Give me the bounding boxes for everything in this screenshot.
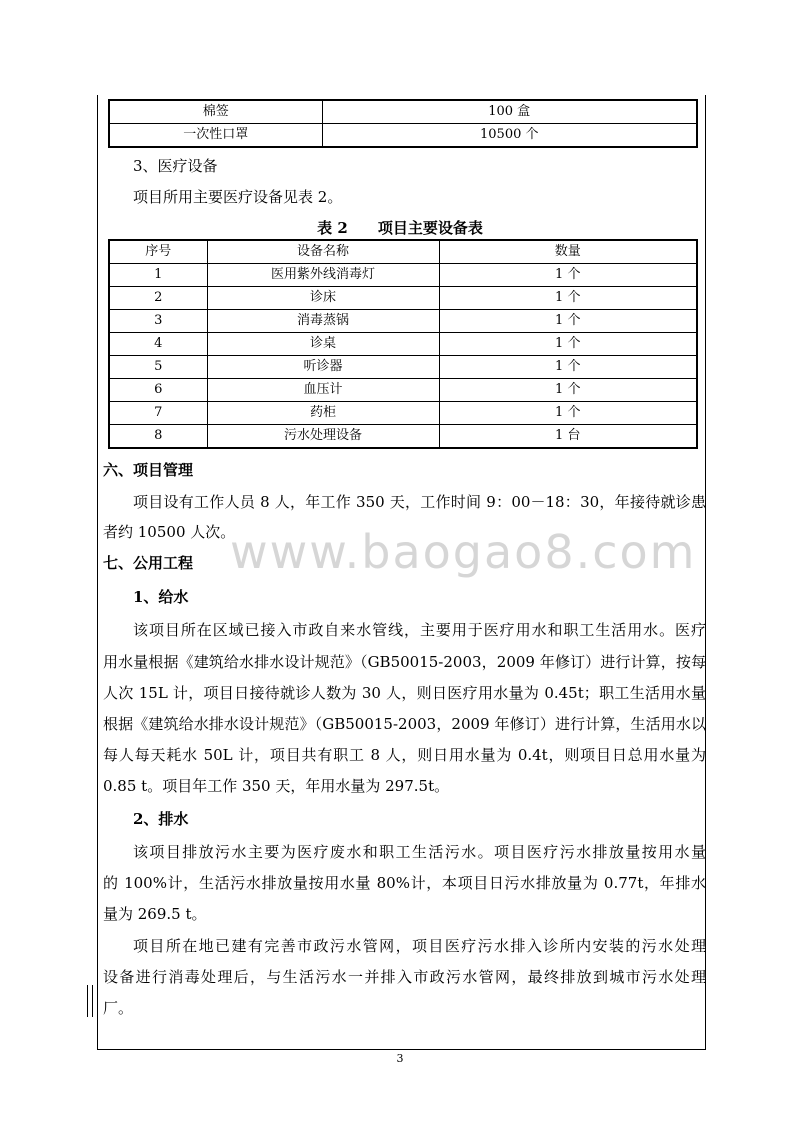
table-cell: 诊桌 [207,333,439,356]
paragraph-line: 项目所在地已建有完善市政污水管网，项目医疗污水排入诊所内安装的污水处理 [133,937,706,955]
page-number: 3 [396,1052,404,1065]
table-row [109,425,697,449]
table-cell: 10500 个 [322,124,697,148]
table-cell: 1 个 [439,287,697,310]
table-cell: 1 个 [439,402,697,425]
watermark-text: www.baogao8.com [230,525,697,579]
table-cell: 听诊器 [207,356,439,379]
table-cell: 医用紫外线消毒灯 [207,264,439,287]
paragraph-line: 人次 15L 计，项目日接待就诊人数为 30 人，则日医疗用水量为 0.45t；职工生活用水量 [103,684,706,702]
table-cell: 消毒蒸锅 [207,310,439,333]
table-cell: 1 个 [439,356,697,379]
table-header-row [109,240,697,264]
table-row [109,333,697,356]
table-cell: 1 个 [439,310,697,333]
section-heading-medical-equipment: 3、医疗设备 [133,157,218,175]
section-heading-utilities: 七、公用工程 [103,554,194,572]
paragraph-line: 该项目排放污水主要为医疗废水和职工生活污水。项目医疗污水排放量按用水量 [133,843,706,861]
table-cell: 1 个 [439,379,697,402]
paragraph-line: 的 100%计，生活污水排放量按用水量 80%计，本项目日污水排放量为 0.77t，年排水 [103,874,706,892]
table-cell: 1 台 [439,425,697,449]
equipment-intro-text: 项目所用主要医疗设备见表 2。 [133,188,343,206]
column-header: 数量 [439,240,697,264]
subheading-water-supply: 1、给水 [133,588,189,606]
paragraph-line: 根据《建筑给水排水设计规范》（GB50015-2003，2009 年修订）进行计算，生活用水以 [103,715,706,733]
table-row [109,402,697,425]
revision-bar [87,985,88,1017]
table-row [109,124,697,148]
table-cell: 药柜 [207,402,439,425]
column-header: 序号 [109,240,207,264]
paragraph-line: 厂。 [103,999,134,1017]
table-row [109,310,697,333]
table-row [109,287,697,310]
table-cell: 5 [109,356,207,379]
table-cell: 血压计 [207,379,439,402]
paragraph-line: 量为 269.5 t。 [103,905,207,923]
paragraph-line: 每人每天耗水 50L 计，项目共有职工 8 人，则日用水量为 0.4t，则项目日总用水量为 [103,746,706,764]
paragraph-line: 用水量根据《建筑给水排水设计规范》（GB50015-2003，2009 年修订）进行计算，按每 [103,653,706,671]
table-row [109,356,697,379]
table-cell: 棉签 [109,100,322,124]
materials-table [108,99,698,148]
subheading-drainage: 2、排水 [133,810,189,828]
paragraph-line: 者约 10500 人次。 [103,523,236,541]
table-cell: 诊床 [207,287,439,310]
table-row [109,379,697,402]
table-cell: 100 盒 [322,100,697,124]
table-cell: 7 [109,402,207,425]
table-cell: 2 [109,287,207,310]
paragraph-line: 设备进行消毒处理后，与生活污水一并排入市政污水管网，最终排放到城市污水处理 [103,968,706,986]
paragraph-line: 该项目所在区域已接入市政自来水管线，主要用于医疗用水和职工生活用水。医疗 [133,621,706,639]
table-row [109,264,697,287]
table-cell: 6 [109,379,207,402]
table-cell: 1 个 [439,264,697,287]
column-header: 设备名称 [207,240,439,264]
table-cell: 3 [109,310,207,333]
table-cell: 1 [109,264,207,287]
table-row [109,100,697,124]
paragraph-line: 项目设有工作人员 8 人，年工作 350 天，工作时间 9：00－18：30，年接待就诊患 [133,493,706,511]
table-cell: 一次性口罩 [109,124,322,148]
table-caption: 表 2 项目主要设备表 [317,219,483,237]
table-cell: 4 [109,333,207,356]
equipment-table [108,239,698,449]
table-cell: 8 [109,425,207,449]
table-cell: 污水处理设备 [207,425,439,449]
paragraph-line: 0.85 t。项目年工作 350 天，年用水量为 297.5t。 [103,777,450,795]
table-cell: 1 个 [439,333,697,356]
revision-bar [92,985,93,1017]
section-heading-project-management: 六、项目管理 [103,461,194,479]
